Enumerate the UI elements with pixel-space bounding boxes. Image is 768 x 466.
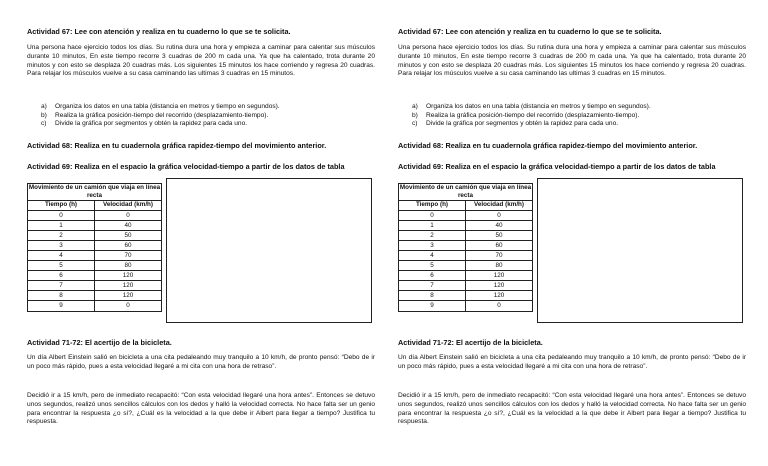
table-caption: Movimiento de un camión que viaja en línea recta <box>28 184 161 200</box>
time-cell: 7 <box>399 281 466 291</box>
velocity-cell: 70 <box>95 250 162 260</box>
time-cell: 9 <box>28 301 95 311</box>
task-item <box>41 103 371 112</box>
time-cell: 3 <box>399 240 466 250</box>
time-cell: 0 <box>28 210 95 220</box>
velocity-cell: 50 <box>95 230 162 240</box>
task-marker: b) <box>41 111 47 119</box>
table-row <box>399 261 533 271</box>
activity-71-title: Actividad 71-72: El acertijo de la bicicleta. <box>398 338 543 347</box>
table-row <box>28 250 162 260</box>
table-row <box>28 271 162 281</box>
activity-71-title: Actividad 71-72: El acertijo de la bicicleta. <box>27 338 172 347</box>
velocity-cell: 120 <box>466 291 533 301</box>
table-caption: Movimiento de un camión que viaja en línea recta <box>399 184 532 200</box>
truck-velocity-table <box>27 183 162 312</box>
velocity-cell: 120 <box>95 291 162 301</box>
velocity-cell: 60 <box>466 240 533 250</box>
time-cell: 5 <box>399 261 466 271</box>
table-row <box>28 210 162 220</box>
activity-68-title: Actividad 68: Realiza en tu cuadernola gráfica rapidez-tiempo del movimiento anterior. <box>27 141 327 150</box>
task-item <box>412 112 742 121</box>
truck-velocity-table <box>398 183 533 312</box>
time-cell: 4 <box>399 250 466 260</box>
velocity-cell: 0 <box>466 210 533 220</box>
time-cell: 2 <box>399 230 466 240</box>
task-text: Realiza la gráfica posición-tiempo del recorrido (desplazamiento-tiempo). <box>55 111 269 119</box>
velocity-cell: 0 <box>95 210 162 220</box>
velocity-cell: 80 <box>466 261 533 271</box>
table-row <box>28 281 162 291</box>
worksheet-column-right <box>398 0 748 466</box>
time-cell: 2 <box>28 230 95 240</box>
activity-67-tasks <box>412 103 742 129</box>
activity-69-title: Actividad 69: Realiza en el espacio la gráfica velocidad-tiempo a partir de los datos de tabla <box>398 162 716 171</box>
task-text: Divide la gráfica por segmentos y obtén la rapidez para cada uno. <box>55 120 248 128</box>
velocity-cell: 0 <box>95 301 162 311</box>
table-row <box>399 301 533 311</box>
time-column-header: Tiempo (h) <box>28 201 95 210</box>
table-row <box>399 271 533 281</box>
velocity-cell: 120 <box>95 271 162 281</box>
task-marker: c) <box>41 120 47 128</box>
table-row <box>399 230 533 240</box>
time-cell: 8 <box>399 291 466 301</box>
table-row <box>399 291 533 301</box>
activity-67-text: Una persona hace ejercicio todos los días. Su rutina dura una hora y empieza a caminar para calentar sus músculos durante 10 minutos, En este tiempo recorre 3 cuadras de 200 m cada una. Ya que ha calentado, trota durante 20 minutos y con esto se desplaza 20 cuadras más. Los siguientes 15 minutos los hace corriendo y regresa 20 cuadras. Para relajar los músculos vuelve a su casa caminando las ultimas 3 cuadras en 15 minutos. <box>398 44 746 78</box>
table-row <box>399 250 533 260</box>
task-marker: c) <box>412 120 418 128</box>
activity-67-tasks <box>41 103 371 129</box>
task-marker: b) <box>412 111 418 119</box>
time-cell: 9 <box>399 301 466 311</box>
velocity-cell: 50 <box>466 230 533 240</box>
task-item <box>412 120 742 129</box>
activity-67-title: Actividad 67: Lee con atención y realiza en tu cuaderno lo que se te solicita. <box>27 27 291 36</box>
task-marker: a) <box>41 103 47 110</box>
table-row <box>28 230 162 240</box>
velocity-cell: 120 <box>466 281 533 291</box>
velocity-cell: 120 <box>95 281 162 291</box>
time-cell: 8 <box>28 291 95 301</box>
time-cell: 4 <box>28 250 95 260</box>
time-cell: 1 <box>28 220 95 230</box>
table-row <box>28 291 162 301</box>
velocity-cell: 80 <box>95 261 162 271</box>
activity-68-title: Actividad 68: Realiza en tu cuadernola gráfica rapidez-tiempo del movimiento anterior. <box>398 141 698 150</box>
table-row <box>28 240 162 250</box>
bicycle-riddle-paragraph-1: Un día Albert Einstein salió en bicicleta a una cita pedaleando muy tranquilo a 10 km/h, de pronto pensó: “Debo de ir un poco más rápido, pues a esta velocidad llegaré a mi cita con una hora de retraso”. <box>398 354 746 370</box>
velocity-cell: 60 <box>95 240 162 250</box>
activity-67-text: Una persona hace ejercicio todos los días. Su rutina dura una hora y empieza a caminar para calentar sus músculos durante 10 minutos, En este tiempo recorre 3 cuadras de 200 m cada una. Ya que ha calentado, trota durante 20 minutos y con esto se desplaza 20 cuadras más. Los siguientes 15 minutos los hace corriendo y regresa 20 cuadras. Para relajar los músculos vuelve a su casa caminando las ultimas 3 cuadras en 15 minutos. <box>27 44 375 78</box>
task-text: Realiza la gráfica posición-tiempo del recorrido (desplazamiento-tiempo). <box>426 111 640 119</box>
time-cell: 6 <box>28 271 95 281</box>
task-text: Organiza los datos en una tabla (distancia en metros y tiempo en segundos). <box>426 103 651 110</box>
velocity-cell: 70 <box>466 250 533 260</box>
table-row <box>399 210 533 220</box>
velocity-cell: 40 <box>95 220 162 230</box>
time-cell: 6 <box>399 271 466 281</box>
bicycle-riddle-paragraph-2: Decidió ir a 15 km/h, pero de inmediato recapacitó: “Con esta velocidad llegaré una hora antes”. Entonces se detuvo unos segundos, realizó unos sencillos cálculos con los dedos y halló la velocidad correcta. No hace falta ser un genio para encontrar la respuesta ¿o sí?, ¿Cuál es la velocidad a la que debe ir Albert para llegar a tiempo? Justifica tu respuesta. <box>27 392 375 426</box>
task-item <box>41 112 371 121</box>
time-cell: 1 <box>399 220 466 230</box>
activity-69-title: Actividad 69: Realiza en el espacio la gráfica velocidad-tiempo a partir de los datos de tabla <box>27 162 345 171</box>
graph-answer-box <box>537 178 743 323</box>
velocity-column-header: Velocidad (km/h) <box>466 201 533 210</box>
task-item <box>41 120 371 129</box>
velocity-cell: 0 <box>466 301 533 311</box>
task-marker: a) <box>412 103 418 110</box>
table-row <box>28 261 162 271</box>
table-row <box>399 240 533 250</box>
time-cell: 7 <box>28 281 95 291</box>
task-text: Organiza los datos en una tabla (distancia en metros y tiempo en segundos). <box>55 103 280 110</box>
table-row <box>28 301 162 311</box>
worksheet-column-left <box>27 0 377 466</box>
table-row <box>28 220 162 230</box>
activity-67-title: Actividad 67: Lee con atención y realiza en tu cuaderno lo que se te solicita. <box>398 27 662 36</box>
table-row <box>399 281 533 291</box>
bicycle-riddle-paragraph-1: Un día Albert Einstein salió en bicicleta a una cita pedaleando muy tranquilo a 10 km/h, de pronto pensó: “Debo de ir un poco más rápido, pues a esta velocidad llegaré a mi cita con una hora de retraso”. <box>27 354 375 370</box>
task-text: Divide la gráfica por segmentos y obtén la rapidez para cada uno. <box>426 120 619 128</box>
time-cell: 3 <box>28 240 95 250</box>
time-cell: 0 <box>399 210 466 220</box>
time-cell: 5 <box>28 261 95 271</box>
velocity-cell: 120 <box>466 271 533 281</box>
table-row <box>399 220 533 230</box>
graph-answer-box <box>166 178 372 323</box>
velocity-cell: 40 <box>466 220 533 230</box>
time-column-header: Tiempo (h) <box>399 201 466 210</box>
bicycle-riddle-paragraph-2: Decidió ir a 15 km/h, pero de inmediato recapacitó: “Con esta velocidad llegaré una hora antes”. Entonces se detuvo unos segundos, realizó unos sencillos cálculos con los dedos y halló la velocidad correcta. No hace falta ser un genio para encontrar la respuesta ¿o sí?, ¿Cuál es la velocidad a la que debe ir Albert para llegar a tiempo? Justifica tu respuesta. <box>398 392 746 426</box>
task-item <box>412 103 742 112</box>
velocity-column-header: Velocidad (km/h) <box>95 201 162 210</box>
